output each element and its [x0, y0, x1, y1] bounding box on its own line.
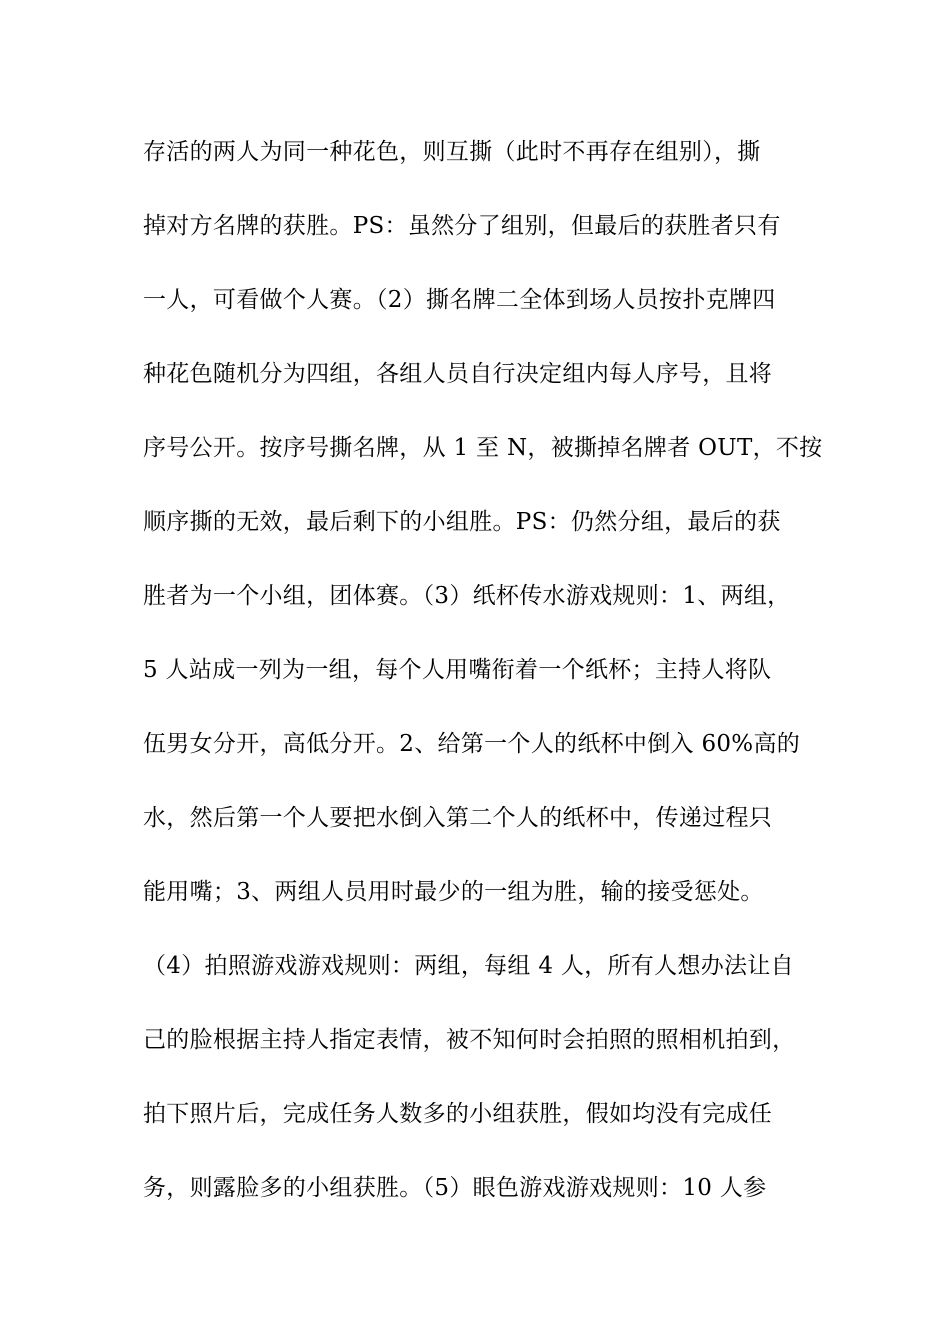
text-line: 5 人站成一列为一组，每个人用嘴衔着一个纸杯；主持人将队 — [143, 657, 772, 683]
text-line: 务，则露脸多的小组获胜。（5）眼色游戏游戏规则：10 人参 — [143, 1175, 767, 1201]
text-line: 拍下照片后，完成任务人数多的小组获胜，假如均没有完成任 — [143, 1101, 773, 1127]
text-line: 存活的两人为同一种花色，则互撕（此时不再存在组别），撕 — [143, 139, 761, 165]
text-line: 伍男女分开，高低分开。2、给第一个人的纸杯中倒入 60%高的 — [143, 731, 801, 757]
text-line: 顺序撕的无效，最后剩下的小组胜。PS：仍然分组，最后的获 — [143, 509, 781, 535]
text-line: 序号公开。按序号撕名牌，从 1 至 N，被撕掉名牌者 OUT，不按 — [143, 435, 823, 461]
text-line: 种花色随机分为四组，各组人员自行决定组内每人序号，且将 — [143, 361, 773, 387]
text-line: （4）拍照游戏游戏规则：两组，每组 4 人，所有人想办法让自 — [143, 953, 794, 979]
body-text — [143, 127, 823, 1237]
text-line: 掉对方名牌的获胜。PS：虽然分了组别，但最后的获胜者只有 — [143, 213, 781, 239]
text-line: 能用嘴；3、两组人员用时最少的一组为胜，输的接受惩处。 — [143, 879, 764, 905]
text-line: 己的脸根据主持人指定表情，被不知何时会拍照的照相机拍到， — [143, 1027, 796, 1053]
text-line: 一人，可看做个人赛。（2）撕名牌二全体到场人员按扑克牌四 — [143, 287, 776, 313]
text-line: 水，然后第一个人要把水倒入第二个人的纸杯中，传递过程只 — [143, 805, 773, 831]
text-line: 胜者为一个小组，团体赛。（3）纸杯传水游戏规则：1、两组， — [143, 583, 791, 609]
